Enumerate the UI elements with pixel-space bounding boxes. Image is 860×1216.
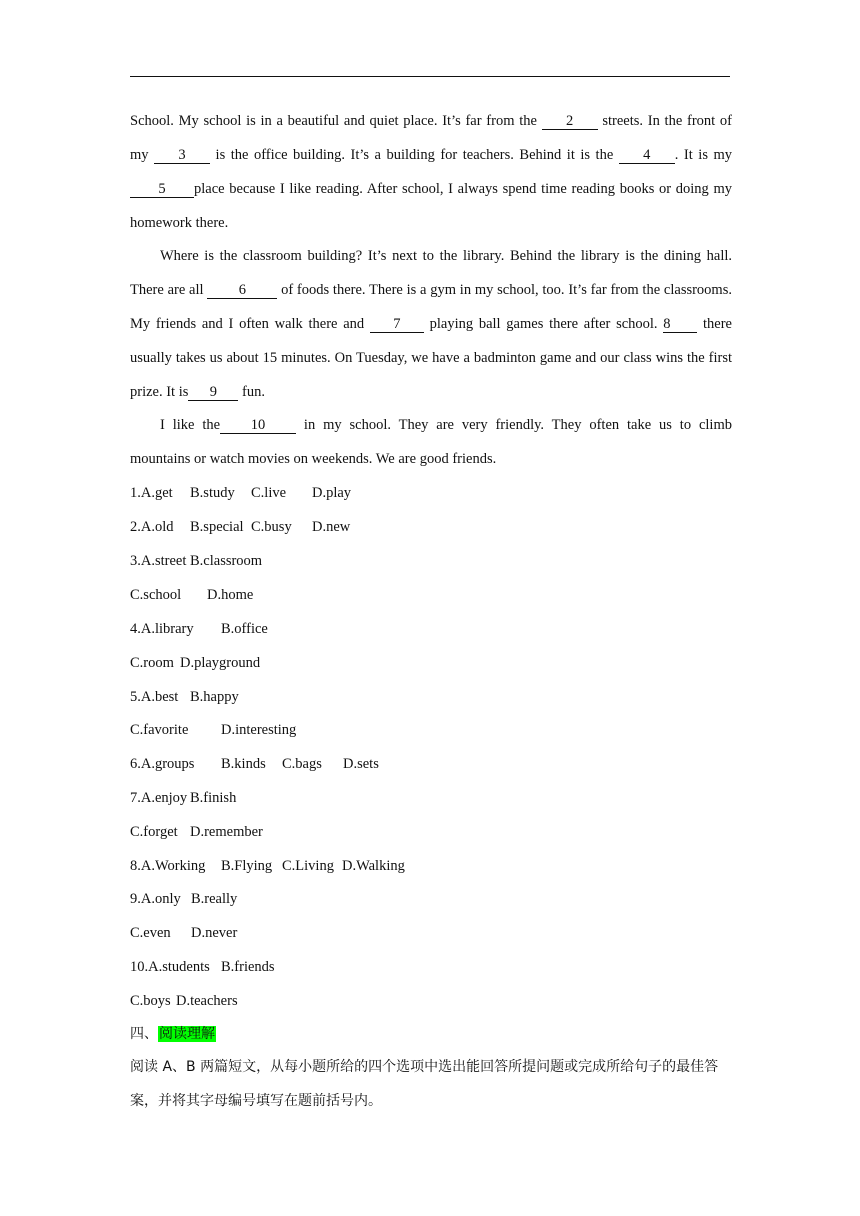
options-q7-row1 — [130, 788, 236, 808]
text-run: of foods there. There is a gym in my school, too. It’s far from the classrooms. My friends and I often walk there and — [130, 282, 732, 332]
text-run: fun. — [238, 384, 265, 400]
option: C.favorite — [130, 722, 189, 738]
option: C.bags — [282, 756, 322, 772]
section-heading — [130, 1024, 216, 1044]
text-run: place because I like reading. After school, I always spend time reading books or doing my homework there. — [130, 181, 732, 231]
section-instruction: 阅读 A、B 两篇短文，从每小题所给的四个选项中选出能回答所提问题或完成所给句子的最佳答案，并将其字母编号填写在题前括号内。 — [130, 1059, 719, 1109]
option: 10.A.students — [130, 959, 210, 975]
option: B.finish — [190, 790, 237, 806]
passage-paragraph-3 — [130, 408, 732, 476]
option: B.study — [190, 485, 235, 501]
option: C.room — [130, 655, 174, 671]
blank-10: 10 — [220, 417, 296, 434]
options-q4-row1 — [130, 619, 268, 639]
option: D.never — [191, 925, 238, 941]
blank-2: 2 — [542, 113, 598, 130]
option: D.teachers — [176, 993, 238, 1009]
option: C.Living — [282, 858, 334, 874]
text-run: School. My school is in a beautiful and quiet place. It’s far from the — [130, 113, 542, 129]
options-q8 — [130, 856, 405, 876]
options-q5-row1 — [130, 687, 239, 707]
blank-3: 3 — [154, 147, 210, 164]
text-run: there usually takes us about 15 minutes. On Tuesday, we have a badminton game and our class wins the first prize. It is — [130, 316, 732, 400]
blank-6: 6 — [207, 282, 277, 299]
option: 6.A.groups — [130, 756, 195, 772]
option: D.playground — [180, 655, 261, 671]
option: C.school — [130, 587, 182, 603]
options-q3-row1 — [130, 551, 262, 571]
option: 9.A.only — [130, 891, 181, 907]
options-q10-row2 — [130, 991, 238, 1011]
option: C.even — [130, 925, 171, 941]
option: B.friends — [221, 959, 275, 975]
options-q2 — [130, 517, 350, 537]
option: B.special — [190, 519, 244, 535]
option: 1.A.get — [130, 485, 173, 501]
option: D.interesting — [221, 722, 297, 738]
option: D.Walking — [342, 858, 405, 874]
options-q1 — [130, 483, 351, 503]
option: B.classroom — [190, 553, 263, 569]
option: C.forget — [130, 824, 178, 840]
options-q9-row1 — [130, 889, 237, 909]
blank-9: 9 — [188, 384, 238, 401]
option: B.kinds — [221, 756, 266, 772]
blank-4: 4 — [619, 147, 675, 164]
text-run: Where is the classroom building? It’s next to the library. Behind the library is the dining hall. There are all — [130, 248, 732, 298]
option: B.office — [221, 621, 268, 637]
option: 2.A.old — [130, 519, 174, 535]
text-run: in my school. They are very friendly. They often take us to climb mountains or watch movies on weekends. We are good friends. — [130, 417, 732, 467]
options-q3-row2 — [130, 585, 253, 605]
text-run: streets. In the front of my — [130, 113, 732, 163]
option: D.home — [207, 587, 254, 603]
option: D.sets — [343, 756, 379, 772]
option: 4.A.library — [130, 621, 194, 637]
option: D.remember — [190, 824, 263, 840]
option: C.boys — [130, 993, 171, 1009]
text-run: playing ball games there after school. — [423, 316, 664, 332]
option: 8.A.Working — [130, 858, 206, 874]
option: B.really — [191, 891, 238, 907]
option: B.happy — [190, 689, 239, 705]
blank-7: 7 — [370, 316, 424, 333]
options-q9-row2 — [130, 923, 237, 943]
option: D.play — [312, 485, 352, 501]
options-q10-row1 — [130, 957, 275, 977]
options-q4-row2 — [130, 653, 260, 673]
option: 3.A.street — [130, 553, 187, 569]
option: C.busy — [251, 519, 292, 535]
option: C.live — [251, 485, 287, 501]
section-number: 四、 — [130, 1026, 158, 1042]
text-run: I like the — [160, 417, 221, 433]
blank-5: 5 — [130, 181, 194, 198]
option: D.new — [312, 519, 351, 535]
blank-8: 8 — [663, 316, 697, 333]
text-run: is the office building. It’s a building for teachers. Behind it is the — [210, 147, 619, 163]
option: B.Flying — [221, 858, 273, 874]
passage-paragraph-2 — [130, 239, 732, 409]
option: 5.A.best — [130, 689, 179, 705]
options-q5-row2 — [130, 720, 296, 740]
section-title-highlighted: 阅读理解 — [159, 1026, 215, 1042]
text-run: . It is my — [674, 147, 733, 163]
options-q6 — [130, 754, 379, 774]
options-q7-row2 — [130, 822, 263, 842]
header-rule — [130, 76, 730, 77]
option: 7.A.enjoy — [130, 790, 188, 806]
passage-paragraph-1 — [130, 104, 732, 240]
